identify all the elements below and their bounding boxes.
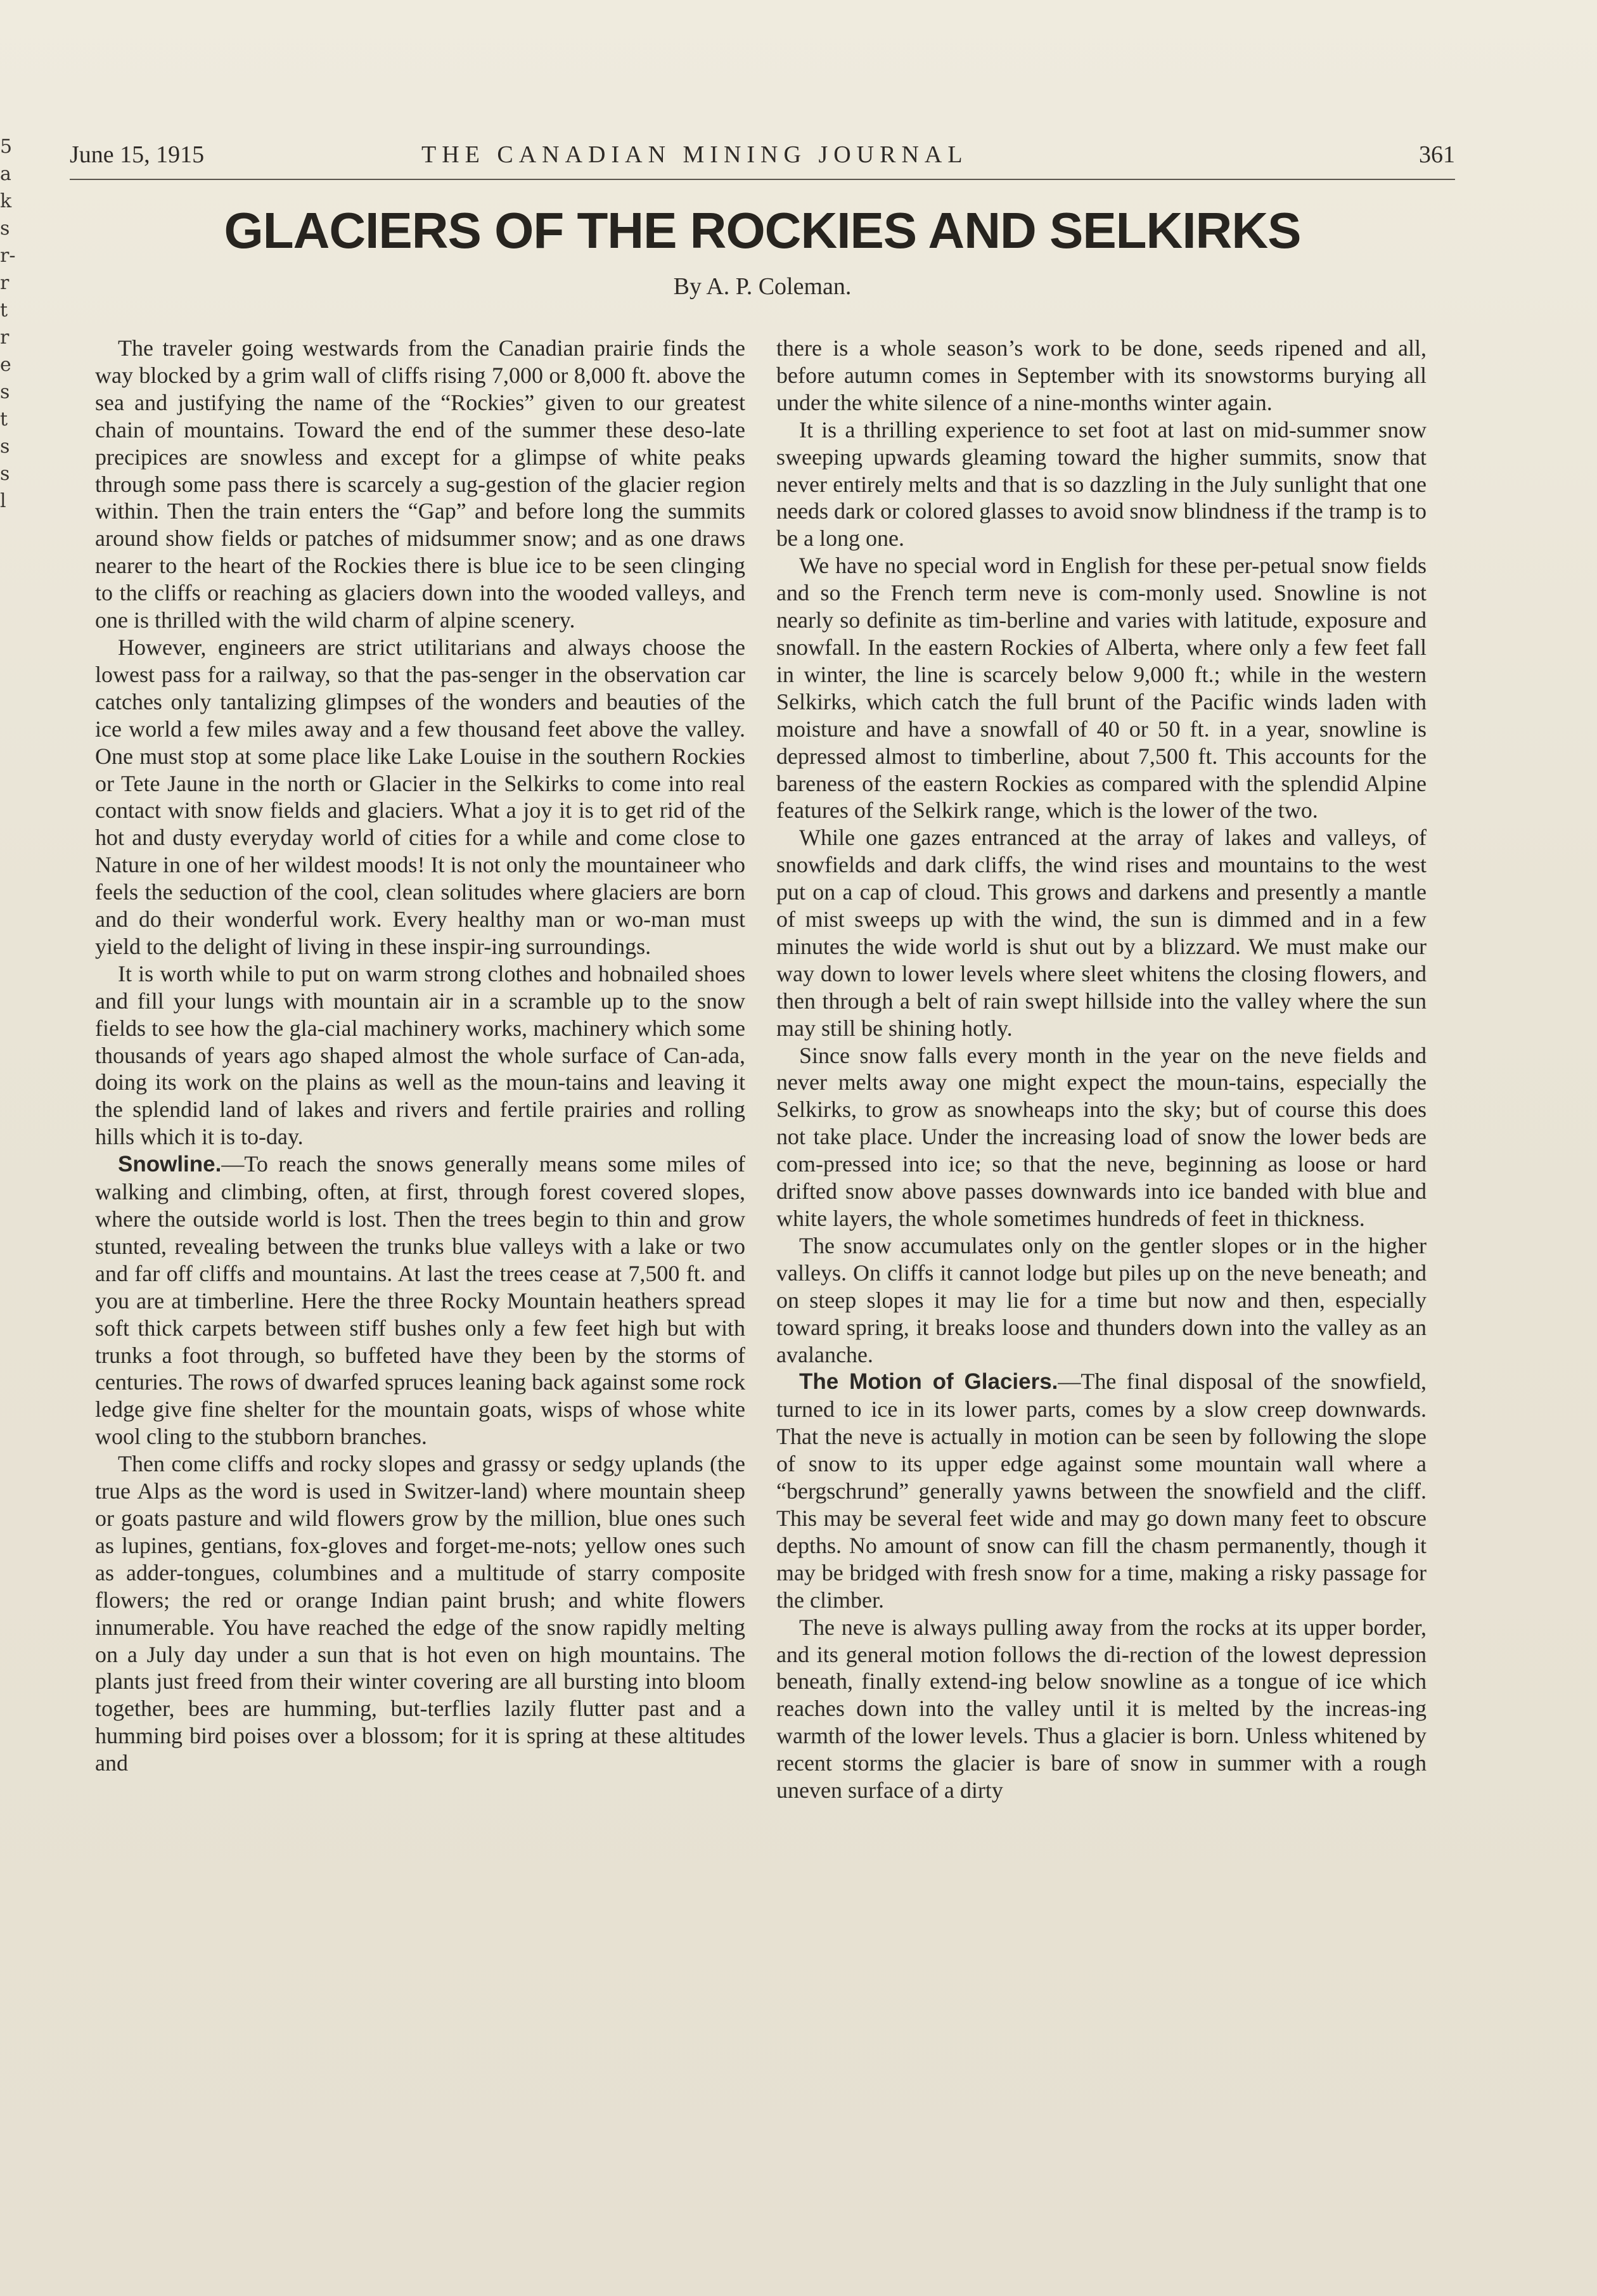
body-paragraph xyxy=(776,416,1427,553)
body-paragraph xyxy=(776,1368,1427,1613)
paragraph-text: —The final disposal of the snowfield, turned to ice in its lower parts, comes by a slow creep downwards. That the neve is actually in motion can be seen by following the slope of snow to its upper edge against some mountain wall where a “bergschrund” generally yawns between the snowfield and the cliff. This may be several feet wide and may go down many feet to obscure depths. No amount of snow can fill the chasm permanently, though it may be bridged with fresh snow for a time, making a risky passage for the climber. xyxy=(776,1369,1427,1613)
body-paragraph xyxy=(95,1450,745,1777)
paragraph-text: The snow accumulates only on the gentler slopes or in the higher valleys. On cliffs it cannot lodge but piles up on the neve beneath; and on steep slopes it may lie for a time but now and then, especially toward spring, it breaks loose and thunders down into the valley as an avalanche. xyxy=(776,1232,1427,1367)
running-head xyxy=(70,141,1455,172)
header-rule xyxy=(70,179,1455,180)
paragraph-text: The traveler going westwards from the Canadian prairie finds the way blocked by a grim wall of cliffs rising 7,000 or 8,000 ft. above the sea and justifying the name of the “Rockies” given to our greatest chain of mountains. Toward the end of the summer these deso-late precipices are snowless and except for a glimpse of white peaks through some pass there is scarcely a sug-gestion of the glacier region within. Then the train enters the “Gap” and before long the summits around show fields or patches of midsummer snow; and as one draws nearer to the heart of the Rockies there is blue ice to be seen clinging to the cliffs or reaching as glaciers down into the wooded valleys, and one is thrilled with the wild charm of alpine scenery. xyxy=(95,335,745,633)
body-paragraph xyxy=(95,634,745,960)
section-subhead: The Motion of Glaciers. xyxy=(799,1369,1058,1395)
edge-letter: s xyxy=(0,217,10,240)
edge-letter: s xyxy=(0,381,10,403)
edge-letter: a xyxy=(0,163,11,185)
edge-letter: l xyxy=(0,490,6,512)
paragraph-text: However, engineers are strict utilitarians and always choose the lowest pass for a railway, so that the pas-senger in the observation car catches only tantalizing glimpses of the wonders and beauties of the ice world a few miles away and a few thousand feet above the valley. One must stop at some place like Lake Louise in the southern Rockies or Tete Jaune in the north or Glacier in the Selkirks to come into real contact with snow fields and glaciers. What a joy it is to get rid of the hot and dusty everyday world of cities for a while and come close to Nature in one of her wildest moods! It is not only the mountaineer who feels the seduction of the cool, clean solitudes where glaciers are born and do their wonderful work. Every healthy man or wo-man must yield to the delight of living in these inspir-ing surroundings. xyxy=(95,634,745,959)
edge-letter: s xyxy=(0,463,10,485)
paragraph-text: It is a thrilling experience to set foot at last on mid-summer snow sweeping upwards gleaming toward the higher summits, snow that never entirely melts and that is so dazzling in the July sunlight that one needs dark or colored glasses to avoid snow blindness if the tramp is to be a long one. xyxy=(776,416,1427,551)
edge-letter: r- xyxy=(0,245,16,267)
edge-letter: k xyxy=(0,190,12,212)
paragraph-text: Since snow falls every month in the year on the neve fields and never melts away one might expect the moun-tains, especially the Selkirks, to grow as snowheaps into the sky; but of course this does not take place. Under the increasing load of snow the lower beds are com-pressed into ice; so that the neve, beginning as loose or hard drifted snow above passes downwards into ice banded with blue and white layers, the whole sometimes hundreds of feet in thickness. xyxy=(776,1042,1427,1231)
body-paragraph xyxy=(776,1614,1427,1804)
paragraph-text: Then come cliffs and rocky slopes and grassy or sedgy uplands (the true Alps as the word is used in Switzer-land) where mountain sheep or goats pasture and wild flowers grow by the million, blue ones such as lupines, gentians, fox-gloves and forget-me-nots; yellow ones such as adder-tongues, columbines and a multitude of starry composite flowers; the red or orange Indian paint brush; and white flowers innumerable. You have reached the edge of the snow rapidly melting on a July day under a sun that is hot even on high mountains. The plants just freed from their winter covering are all bursting into bloom together, bees are humming, but-terflies lazily flutter past and a humming bird poises over a blossom; for it is spring at these altitudes and xyxy=(95,1451,745,1776)
edge-letter: r xyxy=(0,326,10,349)
paragraph-text: —To reach the snows generally means some miles of walking and climbing, often, at first, through forest covered slopes, where the outside world is lost. Then the trees begin to thin and grow stunted, revealing between the trunks blue valleys with a lake or two and far off cliffs and mountains. At last the trees cease at 7,500 ft. and you are at timberline. Here the three Rocky Mountain heathers spread soft thick carpets between stiff bushes only a few feet high but with trunks a foot through, so buffeted have they been by the storms of centuries. The rows of dwarfed spruces leaning back against some rock ledge give fine shelter for the mountain goats, wisps of whose white wool cling to the stubborn branches. xyxy=(95,1151,745,1450)
body-paragraph xyxy=(776,1042,1427,1232)
byline: By A. P. Coleman. xyxy=(673,273,852,300)
edge-letter: s xyxy=(0,435,10,458)
paragraph-text: The neve is always pulling away from the rocks at its upper border, and its general motion follows the di-rection of the lowest depression beneath, finally extend-ing below snowline as a tongue of ice which reaches down into the valley until it is melted by the increas-ing warmth of the lower levels. Thus a glacier is born. Unless whitened by recent storms the glacier is bare of snow in summer with a rough uneven surface of a dirty xyxy=(776,1614,1427,1803)
body-paragraph xyxy=(95,335,745,634)
section-subhead: Snowline. xyxy=(118,1152,222,1177)
left-column xyxy=(95,335,745,2160)
edge-letter: t xyxy=(0,408,8,430)
body-paragraph xyxy=(776,552,1427,824)
edge-letter: e xyxy=(0,354,11,376)
page-number: 361 xyxy=(1419,141,1455,168)
paragraph-text: It is worth while to put on warm strong clothes and hobnailed shoes and fill your lungs with mountain air in a scramble up to the snow fields to see how the gla-cial machinery works, machinery which some thousands of years ago shaped almost the whole surface of Can-ada, doing its work on the plains as well as the moun-tains and leaving it the splendid land of lakes and rivers and fertile prairies and rolling hills which it is to-day. xyxy=(95,960,745,1150)
edge-letter: 5 xyxy=(0,136,13,158)
paragraph-text: While one gazes entranced at the array of lakes and valleys, of snowfields and dark cliffs, the wind rises and mountains to the west put on a cap of cloud. This grows and darkens and presently a mantle of mist sweeps up with the wind, the sun is dimmed and in a few minutes the wide world is shut out by a blizzard. We must make our way down to lower levels where sleet whitens the closing flowers, and then through a belt of rain swept hillside into the valley where the sun may still be shining hotly. xyxy=(776,825,1427,1041)
adjacent-page-edge-letters xyxy=(0,133,25,515)
body-paragraph xyxy=(776,824,1427,1042)
edge-letter: r xyxy=(0,272,10,294)
body-paragraph xyxy=(95,960,745,1151)
paragraph-text: We have no special word in English for these per-petual snow fields and so the French term neve is com-monly used. Snowline is not nearly so definite as tim-berline and varies with latitude, exposure and snowfall. In the eastern Rockies of Alberta, where only a few feet fall in winter, the line is scarcely below 9,000 ft.; while in the western Selkirks, which catch the full brunt of the Pacific winds laden with moisture and have a snowfall of 40 or 50 ft. in a year, snowline is depressed almost to timberline, about 7,500 ft. This accounts for the bareness of the eastern Rockies as compared with the splendid Alpine features of the Selkirk range, which is the lower of the two. xyxy=(776,553,1427,823)
journal-title: THE CANADIAN MINING JOURNAL xyxy=(421,141,968,168)
body-paragraph xyxy=(776,335,1427,416)
issue-date: June 15, 1915 xyxy=(70,141,205,168)
article-title: GLACIERS OF THE ROCKIES AND SELKIRKS xyxy=(224,202,1301,259)
right-column xyxy=(776,335,1427,2160)
paragraph-text: there is a whole season’s work to be done, seeds ripened and all, before autumn comes in September with its snowstorms burying all under the white silence of a nine-months winter again. xyxy=(776,335,1427,415)
body-paragraph xyxy=(776,1232,1427,1369)
edge-letter: t xyxy=(0,299,8,321)
body-paragraph xyxy=(95,1151,745,1450)
